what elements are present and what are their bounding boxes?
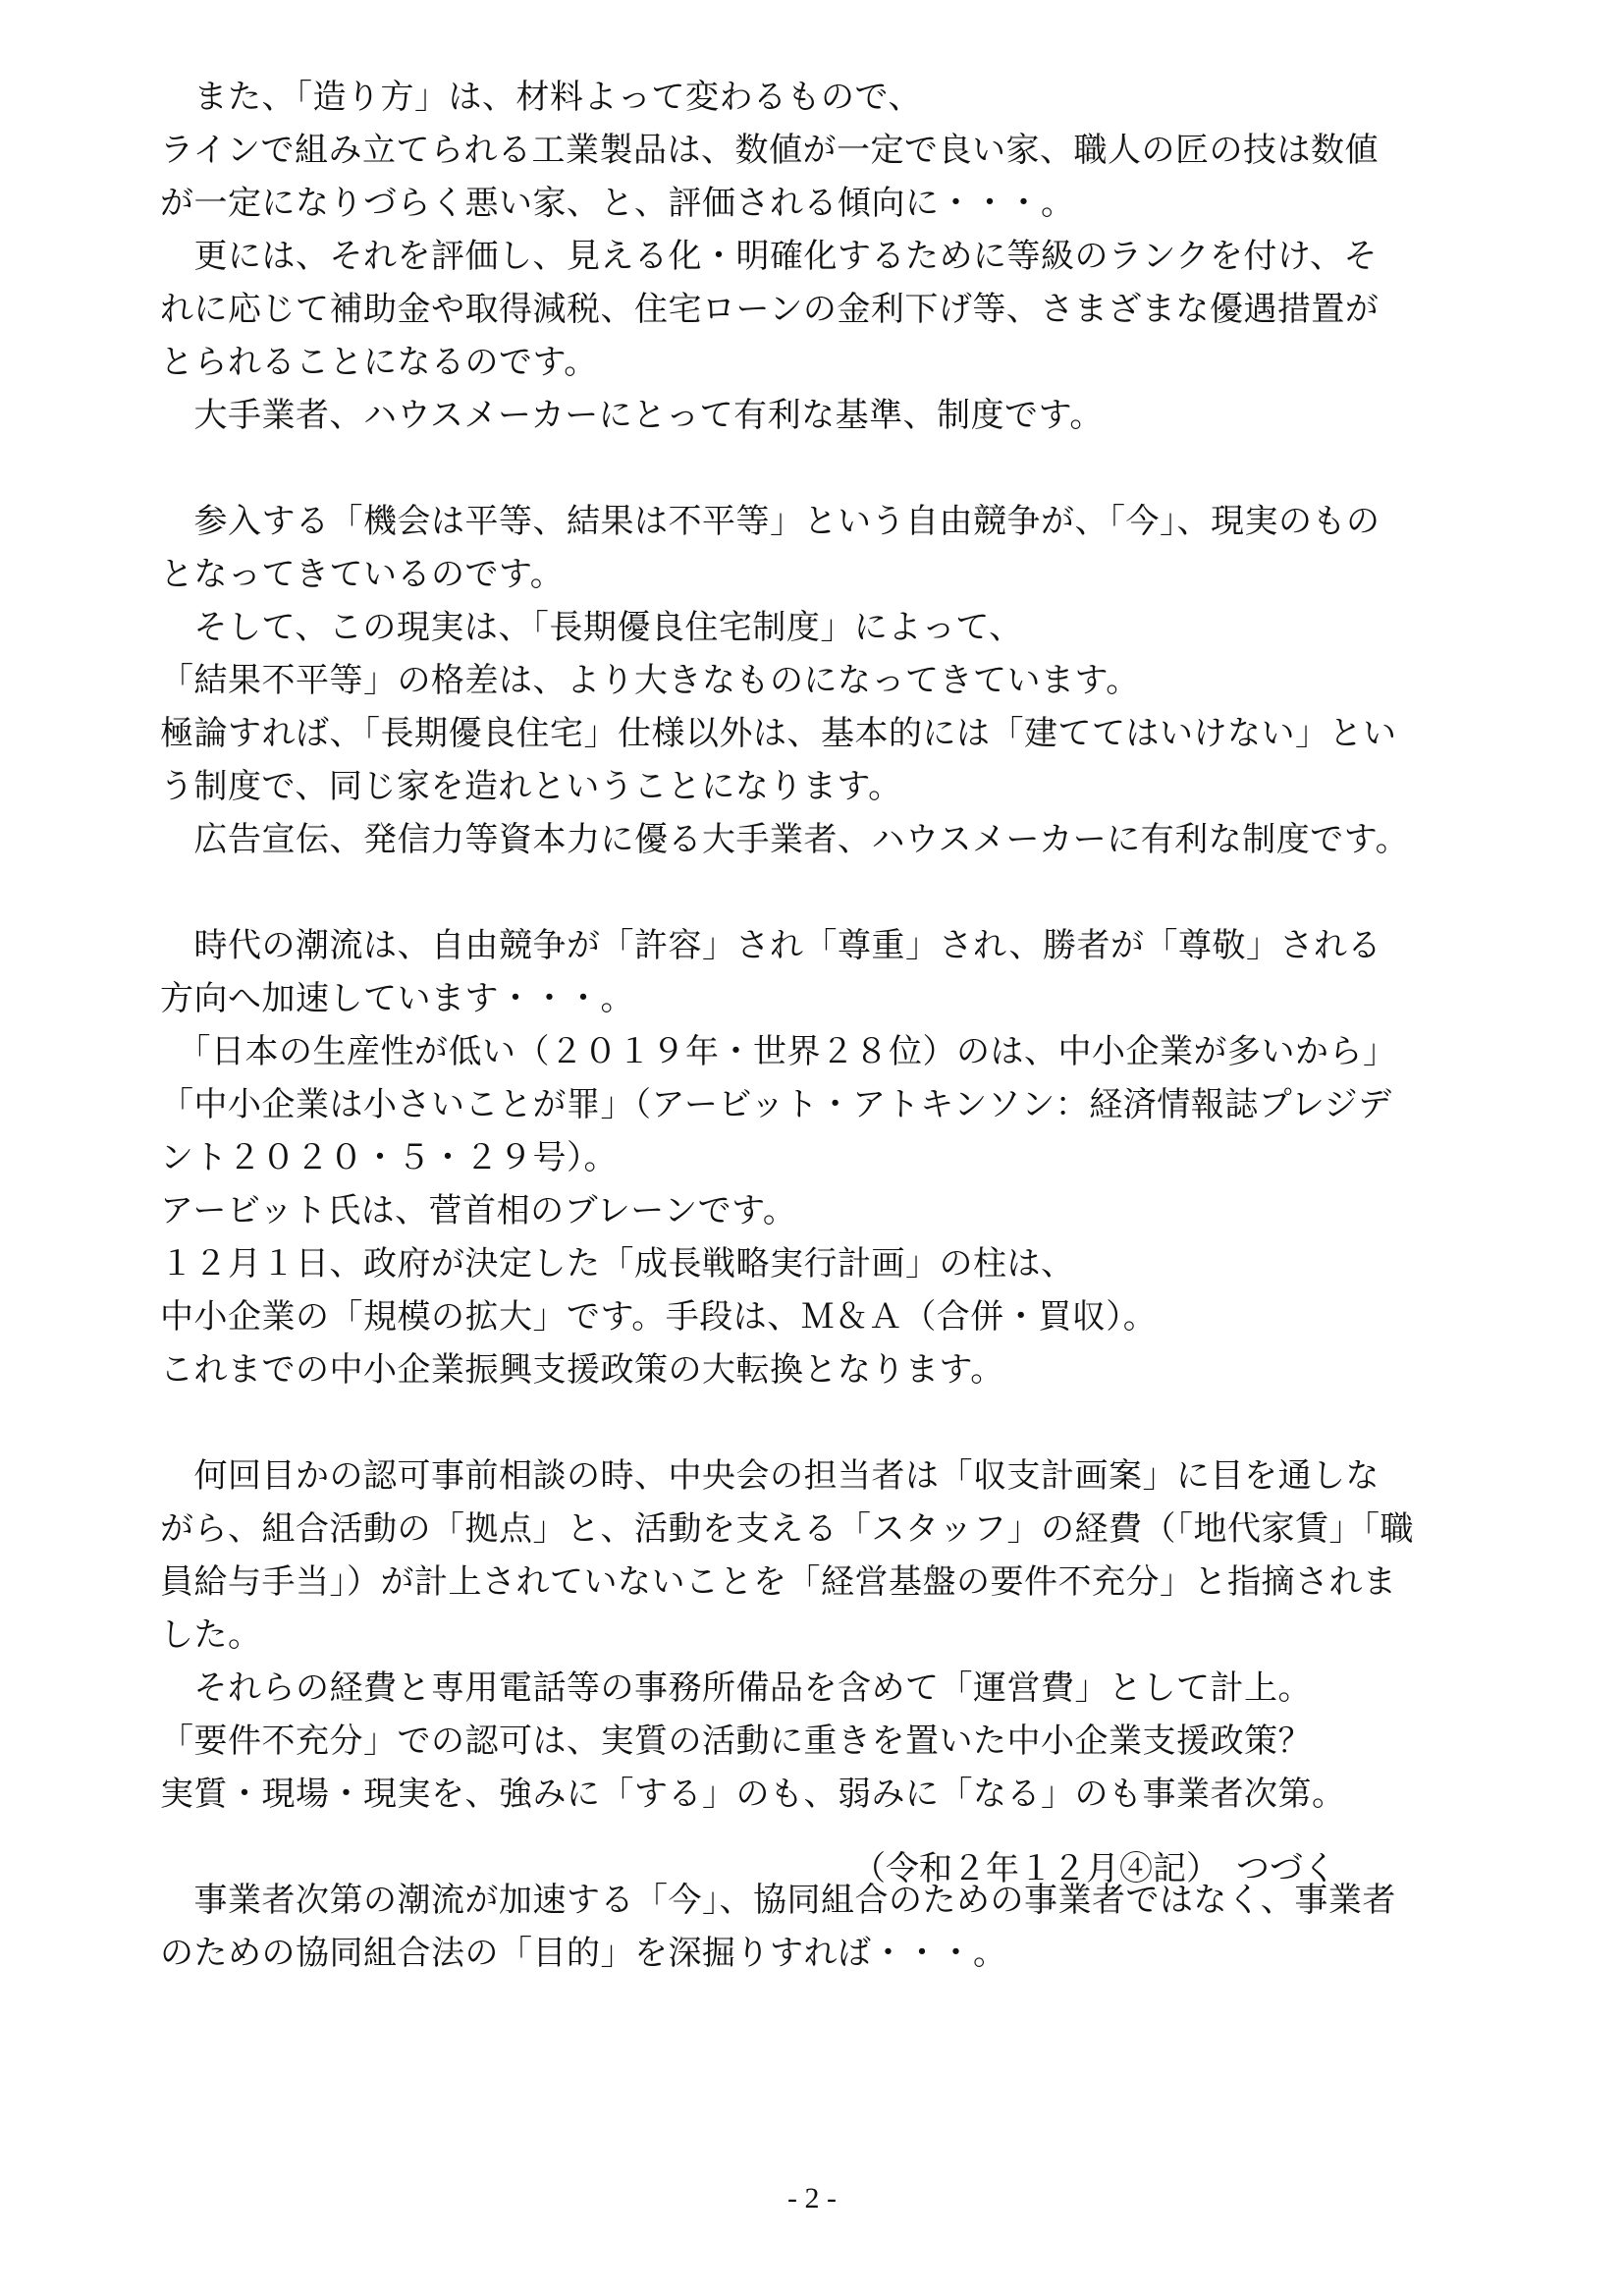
- text-line: ント２０２０・５・２９号）。: [160, 1138, 618, 1177]
- text-line: 参入する「機会は平等、結果は不平等」という自由競争が、「今」、現実のもの: [160, 502, 1380, 541]
- text-line: した。: [160, 1615, 262, 1655]
- text-line: がら、組合活動の「拠点」と、活動を支える「スタッフ」の経費（「地代家賃」「職: [160, 1509, 1414, 1549]
- text-line: また、「造り方」は、材料よって変わるもので、: [160, 78, 922, 117]
- text-line: 極論すれば、「長期優良住宅」仕様以外は、基本的には「建ててはいけない」とい: [160, 714, 1397, 753]
- text-line: 広告宣伝、発信力等資本力に優る大手業者、ハウスメーカーに有利な制度です。: [160, 820, 1410, 859]
- page-number: - 2 -: [787, 2182, 837, 2214]
- text-line: それらの経費と専用電話等の事務所備品を含めて「運営費」として計上。: [160, 1668, 1312, 1708]
- text-line: 実質・現場・現実を、強みに「する」のも、弱みに「なる」のも事業者次第。: [160, 1775, 1346, 1814]
- text-line: 方向へ加速しています・・・。: [160, 979, 634, 1018]
- text-line: １２月１日、政府が決定した「成長戦略実行計画」の柱は、: [160, 1244, 1075, 1284]
- text-line: となってきているのです。: [160, 555, 565, 594]
- text-line: ラインで組み立てられる工業製品は、数値が一定で良い家、職人の匠の技は数値: [160, 131, 1379, 170]
- text-line: のための協同組合法の「目的」を深掘りすれば・・・。: [160, 1934, 1007, 1973]
- body-text: [160, 71, 1486, 1980]
- paragraph-gap: [160, 866, 1486, 919]
- date-signature: （令和２年１２月④記） つづく: [852, 1849, 1336, 1888]
- text-line: 何回目かの認可事前相談の時、中央会の担当者は「収支計画案」に目を通しな: [160, 1456, 1380, 1496]
- text-line: れに応じて補助金や取得減税、住宅ローンの金利下げ等、さまざまな優遇措置が: [160, 290, 1380, 329]
- text-line: が一定になりづらく悪い家、と、評価される傾向に・・・。: [160, 184, 1075, 223]
- text-line: 時代の潮流は、自由競争が「許容」され「尊重」され、勝者が「尊敬」される: [160, 926, 1382, 965]
- text-line: 中小企業の「規模の拡大」です。手段は、Ｍ＆Ａ（合併・買収）。: [160, 1297, 1158, 1337]
- paragraph-gap: [160, 1396, 1486, 1449]
- text-line: 大手業者、ハウスメーカーにとって有利な基準、制度です。: [160, 396, 1104, 435]
- text-line: 「結果不平等」の格差は、より大きなものになってきています。: [160, 661, 1140, 700]
- text-line: 員給与手当」）が計上されていないことを「経営基盤の要件不充分」と指摘されま: [160, 1562, 1397, 1602]
- text-line: 「日本の生産性が低い（２０１９年・世界２８位）のは、中小企業が多いから」: [160, 1032, 1397, 1071]
- text-line: アービット氏は、菅首相のブレーンです。: [160, 1191, 797, 1230]
- paragraph-gap: [160, 442, 1486, 495]
- text-line: 事業者次第の潮流が加速する「今」、協同組合のための事業者ではなく、事業者: [160, 1881, 1396, 1920]
- text-line: 「中小企業は小さいことが罪」（アービット・アトキンソン：経済情報誌プレジデ: [160, 1085, 1392, 1124]
- text-line: 「要件不充分」での認可は、実質の活動に重きを置いた中小企業支援政策？: [160, 1722, 1312, 1761]
- text-line: とられることになるのです。: [160, 343, 598, 382]
- text-line: これまでの中小企業振興支援政策の大転換となります。: [160, 1350, 1004, 1390]
- text-line: う制度で、同じ家を造れということになります。: [160, 767, 902, 806]
- text-line: そして、この現実は、「長期優良住宅制度」によって、: [160, 608, 1023, 647]
- text-line: 更には、それを評価し、見える化・明確化するために等級のランクを付け、そ: [160, 237, 1378, 276]
